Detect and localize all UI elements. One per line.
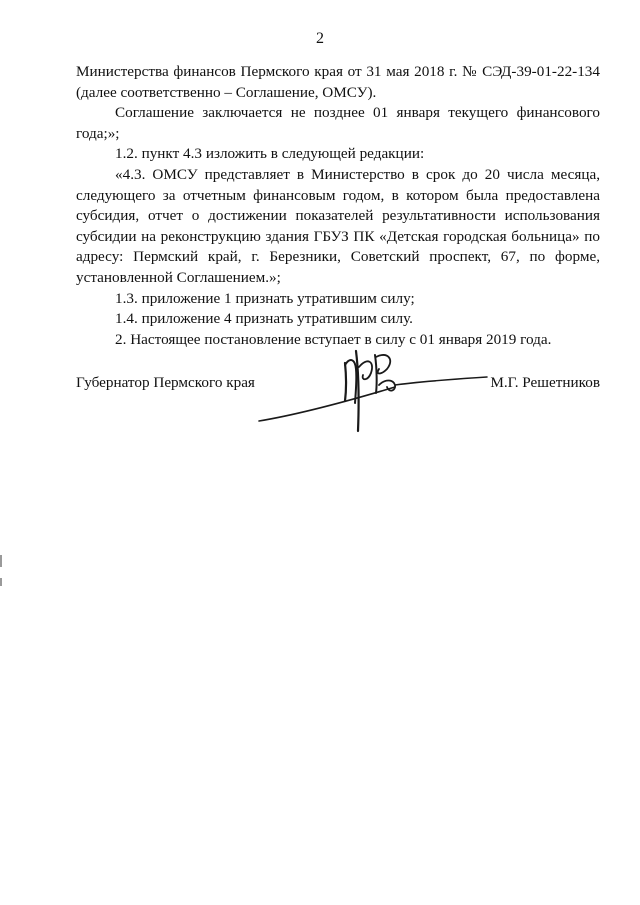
document-body: [76, 62, 600, 350]
signature-stroke: [345, 363, 346, 401]
paragraph-continuation: Министерства финансов Пермского края от 31 мая 2018 г. № СЭД-39-01-22-134 (далее соответственно – Соглашение, ОМСУ).: [76, 63, 600, 101]
handwritten-signature: [255, 345, 495, 435]
signature-stroke: [359, 361, 372, 379]
paragraph-item-4-3: «4.3. ОМСУ представляет в Министерство в срок до 20 числа месяца, следующего за отчетным финансовым годом, в котором была предоставлена субсидия, отчет о достижении показателей результативности использования субсидии на реконструкцию здания ГБУЗ ПК «Детская городская больница» по адресу: Пермский край, г. Березники, Советский проспект, 67, по форме, установленной Соглашением.»;: [76, 165, 600, 286]
scan-edge-mark: [0, 555, 2, 567]
paragraph-item-1-3: 1.3. приложение 1 признать утратившим силу;: [115, 289, 415, 307]
signatory-name: М.Г. Решетников: [490, 374, 600, 391]
signature-stroke: [376, 355, 390, 374]
paragraph-item-1-2: 1.2. пункт 4.3 изложить в следующей редакции:: [115, 145, 425, 163]
signatory-title: Губернатор Пермского края: [76, 374, 255, 391]
page-number: 2: [316, 30, 324, 47]
signature-stroke: [259, 387, 395, 421]
paragraph-item-1-4: 1.4. приложение 4 признать утратившим силу.: [115, 310, 413, 328]
signature-stroke: [375, 355, 377, 393]
paragraph-item-2: 2. Настоящее постановление вступает в силу с 01 января 2019 года.: [115, 330, 552, 348]
paragraph-agreement-date: Соглашение заключается не позднее 01 января текущего финансового года;»;: [76, 104, 600, 142]
signature-stroke: [395, 377, 487, 385]
scan-edge-mark: [0, 578, 2, 586]
